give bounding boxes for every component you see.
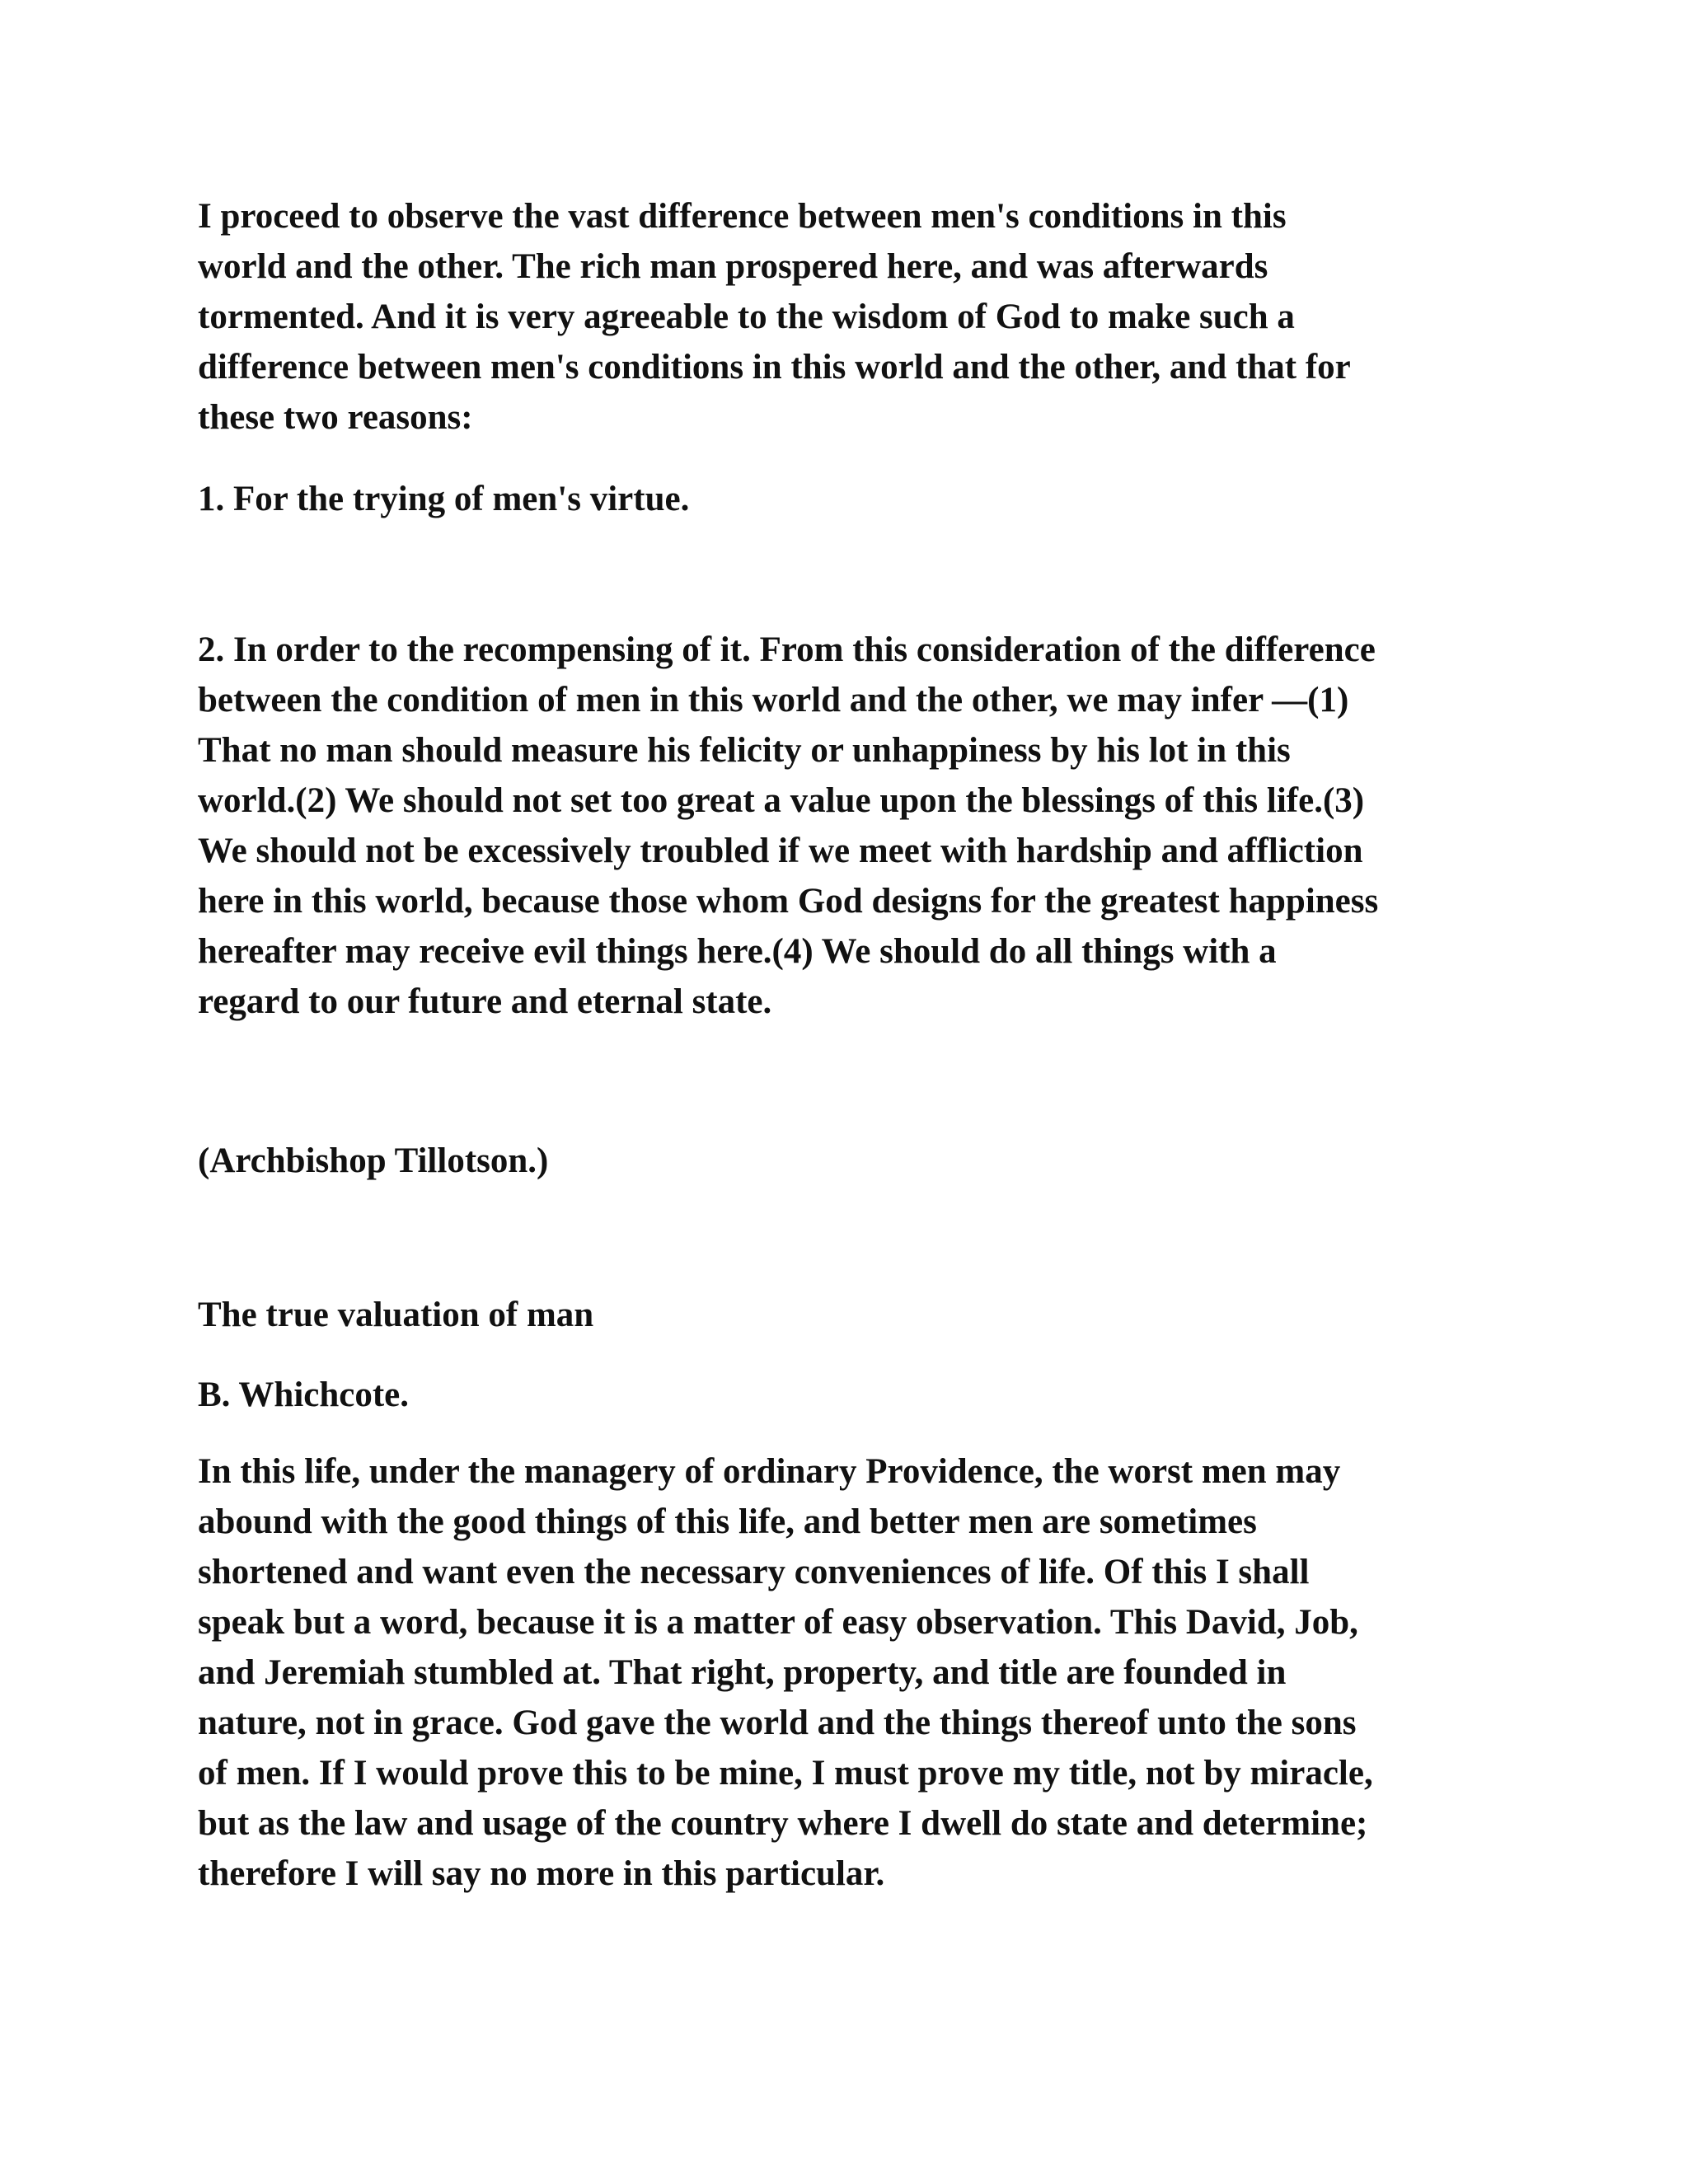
text-line: difference between men's conditions in this world and the other, and that for [198,348,1351,387]
text-line: regard to our future and eternal state. [198,982,772,1021]
text-line: here in this world, because those whom God designs for the greatest happiness [198,882,1379,921]
text-line: nature, not in grace. God gave the world and the things thereof unto the sons [198,1704,1357,1742]
text-line: these two reasons: [198,398,473,437]
point-one [198,474,1500,524]
section-author-text: B. Whichcote. [198,1376,410,1414]
text-line: hereafter may receive evil things here.(4) We should do all things with a [198,932,1277,971]
text-line: 2. In order to the recompensing of it. From this consideration of the difference [198,630,1376,669]
text-line: abound with the good things of this life, and better men are sometimes [198,1502,1257,1541]
attribution-text: (Archbishop Tillotson.) [198,1141,549,1180]
text-line: That no man should measure his felicity or unhappiness by his lot in this [198,731,1291,770]
text-line: world.(2) We should not set too great a value upon the blessings of this life.(3) [198,781,1365,820]
text-line: world and the other. The rich man prospered here, and was afterwards [198,247,1268,286]
text-line: We should not be excessively troubled if we meet with hardship and affliction [198,832,1363,870]
text-line: 1. For the trying of men's virtue. [198,480,690,518]
text-line: speak but a word, because it is a matter of easy observation. This David, Job, [198,1603,1358,1642]
paragraph-recompensing [198,625,1500,1027]
paragraph-providence [198,1446,1500,1899]
text-line: shortened and want even the necessary conveniences of life. Of this I shall [198,1553,1310,1591]
text-line: tormented. And it is very agreeable to the wisdom of God to make such a [198,298,1295,336]
text-line: In this life, under the managery of ordinary Providence, the worst men may [198,1452,1341,1491]
text-line: of men. If I would prove this to be mine, I must prove my title, not by miracle, [198,1754,1373,1793]
text-line: between the condition of men in this world and the other, we may infer —(1) [198,681,1349,719]
paragraph-proceed [198,191,1500,443]
section-heading-text: The true valuation of man [198,1296,594,1334]
text-line: therefore I will say no more in this particular. [198,1854,885,1893]
attribution [198,1136,1500,1186]
section-heading [198,1290,1500,1340]
section-author [198,1370,1500,1420]
text-line: and Jeremiah stumbled at. That right, property, and title are founded in [198,1653,1287,1692]
text-line: I proceed to observe the vast difference between men's conditions in this [198,197,1287,236]
text-line: but as the law and usage of the country where I dwell do state and determine; [198,1804,1368,1843]
